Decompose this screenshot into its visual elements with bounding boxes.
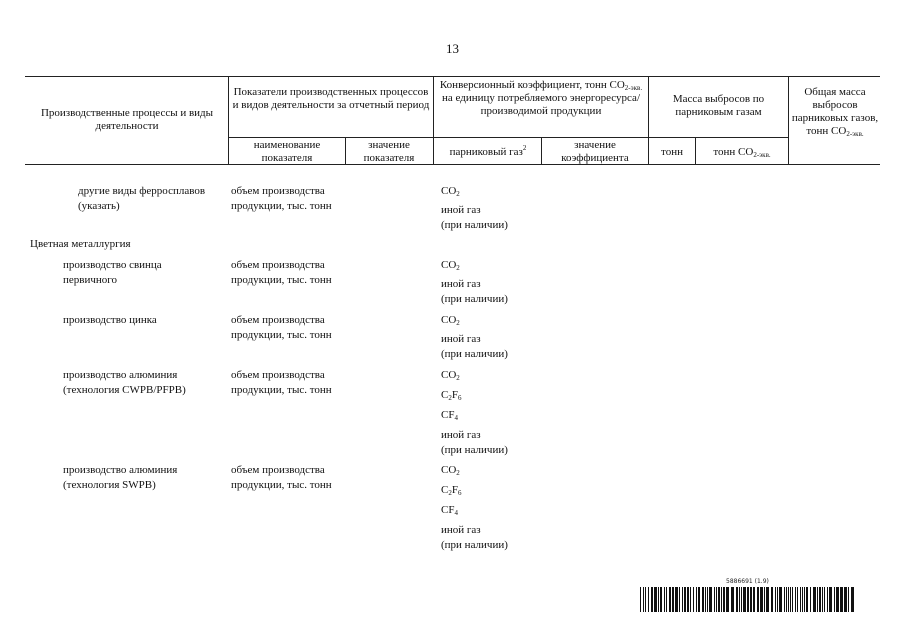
row-indicator: объем производства продукции, тыс. тонн: [231, 464, 332, 491]
row-process: производство алюминия (технология SWPB): [63, 464, 178, 491]
header-bottom-rule: [25, 164, 880, 165]
subcolumn-divider: [345, 137, 346, 164]
page-number: 13: [446, 41, 459, 56]
header-divider-rule: [228, 137, 788, 138]
column-divider: [228, 76, 229, 164]
gas-other: иной газ (при наличии): [441, 278, 508, 305]
header-total: Общая масса выбросов парниковых газов, тонн $CO_{2-экв.}$: [791, 86, 879, 138]
header-process: Производственные процессы и виды деятельности: [40, 107, 214, 132]
row-indicator: объем производства продукции, тыс. тонн: [231, 314, 332, 341]
gas-cf4: $CF_4$: [441, 504, 458, 517]
header-tonnes-co2: тонн $CO_{2-экв.}$: [713, 146, 771, 159]
table-top-rule: [25, 76, 880, 77]
header-conversion: Конверсионный коэффициент, тонн $CO_{2-экв.}$ на единицу потребляемого энергоресурса/ производимой продукции: [439, 79, 643, 117]
row-indicator: объем производства продукции, тыс. тонн: [231, 259, 332, 286]
gas-other: иной газ (при наличии): [441, 333, 508, 360]
gas-co2: $CO_2$: [441, 464, 460, 477]
section-title: Цветная металлургия: [30, 238, 131, 250]
row-process: другие виды ферросплавов (указать): [78, 185, 206, 212]
gas-c2f6: $C_2F_6$: [441, 389, 462, 402]
gas-other: иной газ (при наличии): [441, 204, 508, 231]
row-process: производство цинка: [63, 314, 157, 326]
gas-c2f6: $C_2F_6$: [441, 484, 462, 497]
header-indicators: Показатели производственных процессов и видов деятельности за отчетный период: [232, 86, 430, 111]
header-indicator-value: значение показателя: [363, 139, 415, 164]
row-process: производство алюминия (технология CWPB/PFPB): [63, 369, 186, 396]
row-process: производство свинца первичного: [63, 259, 162, 286]
gas-co2: $CO_2$: [441, 369, 460, 382]
gas-co2: $CO_2$: [441, 185, 460, 198]
header-tonnes: тонн: [661, 146, 683, 158]
row-indicator: объем производства продукции, тыс. тонн: [231, 185, 332, 212]
gas-cf4: $CF_4$: [441, 409, 458, 422]
row-indicator: объем производства продукции, тыс. тонн: [231, 369, 332, 396]
gas-other: иной газ (при наличии): [441, 524, 508, 551]
header-mass: Масса выбросов по парниковым газам: [672, 93, 765, 118]
subcolumn-divider: [695, 137, 696, 164]
header-coef-value: значение коэффициента: [561, 139, 629, 164]
column-divider: [648, 76, 649, 164]
header-indicator-name: наименование показателя: [253, 139, 321, 164]
barcode-number: 5886691 (1.9): [726, 578, 769, 585]
gas-co2: $CO_2$: [441, 259, 460, 272]
subcolumn-divider: [541, 137, 542, 164]
gas-other: иной газ (при наличии): [441, 429, 508, 456]
header-gas: парниковый газ$^2$: [449, 144, 527, 158]
column-divider: [433, 76, 434, 164]
barcode-icon: [640, 587, 855, 612]
column-divider: [788, 76, 789, 164]
gas-co2: $CO_2$: [441, 314, 460, 327]
